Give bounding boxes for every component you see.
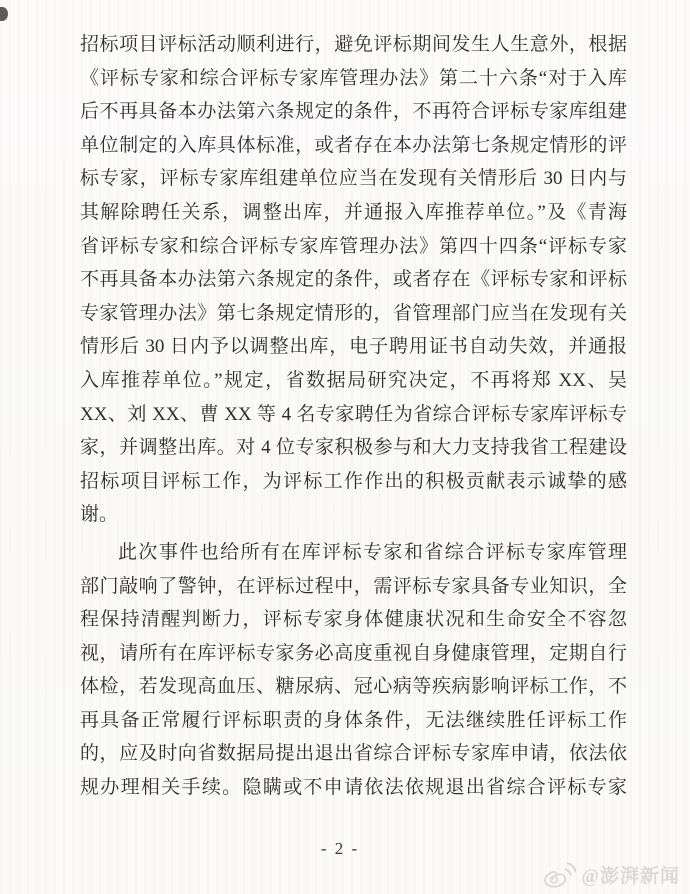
text-line: 标专家，评标专家库组建单位应当在发现有关情形后 30 日内与 [80,168,627,190]
text-line: 其解除聘任关系，调整出库，并通报入库推荐单位。”及《青海 [80,201,627,223]
text-line: XX、刘 XX、曹 XX 等 4 名专家聘任为省综合评标专家库评标专 [80,403,627,425]
text-line: 《评标专家和综合评标专家库管理办法》第二十六条“对于入库 [80,67,627,89]
text-line: 体检，若发现高血压、糖尿病、冠心病等疾病影响评标工作，不 [80,676,627,698]
document-body [80,28,627,805]
watermark-text: @澎湃新闻 [581,865,680,887]
page-number: - 2 - [320,839,360,858]
text-line: 家，并调整出库。对 4 位专家积极参与和大力支持我省工程建设 [80,437,627,459]
text-line: 入库推荐单位。”规定，省数据局研究决定，不再将郑 XX、吴 [80,369,627,391]
text-line: 程保持清醒判断力，评标专家身体健康状况和生命安全不容忽 [80,609,627,631]
text-line: 情形后 30 日内予以调整出库，电子聘用证书自动失效，并通报 [80,336,627,358]
watermark [542,860,680,888]
text-line: 专家管理办法》第七条规定情形的，省管理部门应当在发现有关 [80,302,627,324]
text-line: 单位制定的入库具体标准，或者存在本办法第七条规定情形的评 [80,134,627,156]
text-line: 视，请所有在库评标专家务必高度重视自身健康管理，定期自行 [80,642,627,664]
text-line: 部门敲响了警钟，在评标过程中，需评标专家具备专业知识，全 [80,575,627,597]
text-line: 的，应及时向省数据局提出退出省综合评标专家库申请，依法依 [80,743,627,765]
weibo-icon [542,860,576,888]
text-line: 后不再具备本办法第六条规定的条件，不再符合评标专家库组建 [80,101,627,123]
text-line: 省评标专家和综合评标专家库管理办法》第四十四条“评标专家 [80,235,627,257]
text-line: 招标项目评标工作，为评标工作作出的积极贡献表示诚挚的感 [80,470,627,492]
paragraph-1 [80,28,627,532]
scan-smudge [0,7,8,21]
paragraph-2 [80,536,627,805]
text-line: 规办理相关手续。隐瞒或不申请依法依规退出省综合评标专家 [80,777,627,799]
text-line: 不再具备本办法第六条规定的条件，或者存在《评标专家和评标 [80,269,627,291]
text-line: 招标项目评标活动顺利进行，避免评标期间发生人生意外，根据 [80,34,627,55]
text-line: 再具备正常履行评标职责的身体条件，无法继续胜任评标工作 [80,709,627,731]
text-line: 谢。 [80,504,119,526]
text-line: 此次事件也给所有在库评标专家和省综合评标专家库管理 [118,541,627,563]
